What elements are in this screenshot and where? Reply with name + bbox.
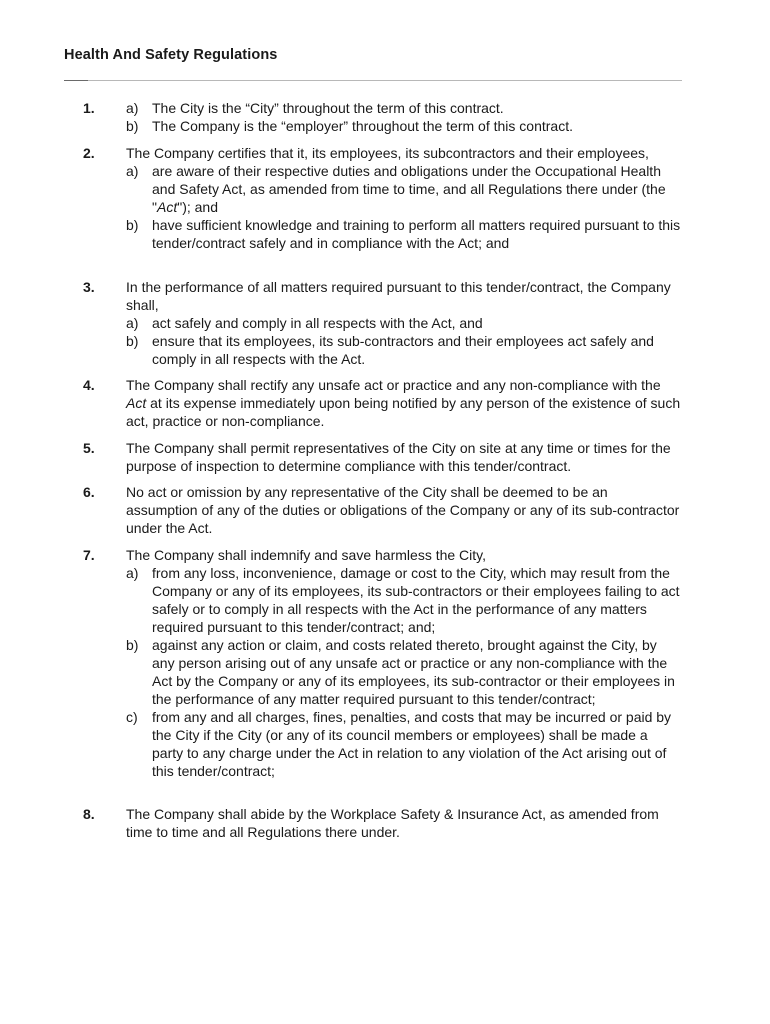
sub-text: from any and all charges, fines, penalties, and costs that may be incurred or paid by the City if the City (or any of its council members or employees) shall be made a party to any charge under the Act in relation to any violation of the Act arising out of this tender/contract; — [152, 709, 672, 779]
sub-text-end: "); and — [177, 199, 218, 215]
item-number: 5. — [83, 440, 95, 456]
sub-item-a — [126, 162, 682, 216]
sub-text: The City is the “City” throughout the term of this contract. — [152, 100, 504, 116]
sub-label: c) — [126, 709, 138, 725]
regulation-item-6 — [83, 483, 683, 537]
sub-text: act safely and comply in all respects with the Act, and — [152, 315, 483, 331]
sub-label: a) — [126, 565, 139, 581]
item-text: No act or omission by any representative of the City shall be deemed to be an assumption of any of the duties or obligations of the Company or any of its sub-contractor under the Act. — [126, 484, 680, 536]
act-italic: Act — [126, 395, 147, 411]
item-text: The Company shall abide by the Workplace Safety & Insurance Act, as amended from time to time and all Regulations there under. — [126, 806, 659, 840]
regulation-item-3 — [83, 278, 683, 368]
item-intro: In the performance of all matters required pursuant to this tender/contract, the Company shall, — [126, 279, 671, 313]
regulation-item-8 — [83, 805, 683, 841]
sub-item-b — [126, 216, 682, 252]
sub-item-b — [126, 117, 682, 135]
sub-item-b — [126, 332, 682, 368]
item-number: 1. — [83, 100, 95, 116]
sub-label: b) — [126, 217, 139, 233]
item-number: 7. — [83, 547, 95, 563]
document-title: Health And Safety Regulations — [64, 47, 278, 63]
item-number: 4. — [83, 377, 95, 393]
item-intro: The Company certifies that it, its employees, its subcontractors and their employees, — [126, 145, 649, 161]
sub-label: a) — [126, 100, 139, 116]
item-number: 6. — [83, 484, 95, 500]
regulation-item-1 — [83, 99, 683, 135]
sub-label: a) — [126, 163, 139, 179]
sub-item-b — [126, 636, 682, 708]
sub-label: b) — [126, 118, 139, 134]
sub-item-c — [126, 708, 682, 780]
regulation-item-7 — [83, 546, 683, 780]
item-number: 8. — [83, 806, 95, 822]
sub-text: against any action or claim, and costs related thereto, brought against the City, by any person arising out of any unsafe act or practice or any non-compliance with the Act by the Company or any of its employees, its sub-contractor or their employees in the performance of any matter required pursuant to this tender/contract; — [152, 637, 675, 707]
sub-text: from any loss, inconvenience, damage or cost to the City, which may result from the Company or any of its employees, its sub-contractors or their employees failing to act safely or to comply in all respects with the Act in the performance of any matters required pursuant to this tender/contract; and; — [152, 565, 680, 635]
regulation-item-5 — [83, 439, 683, 475]
item-text-end: at its expense immediately upon being notified by any person of the existence of such act, practice or non-compliance. — [126, 395, 681, 429]
header-divider-accent — [64, 80, 88, 81]
act-italic: Act — [156, 199, 178, 215]
sub-text: ensure that its employees, its sub-contractors and their employees act safely and comply in all respects with the Act. — [152, 333, 654, 367]
sub-item-a — [126, 99, 682, 117]
sub-text: The Company is the “employer” throughout the term of this contract. — [152, 118, 573, 134]
regulation-item-2 — [83, 144, 683, 252]
sub-text: have sufficient knowledge and training to perform all matters required pursuant to this tender/contract safely and in compliance with the Act; and — [152, 217, 681, 251]
sub-item-a — [126, 314, 682, 332]
regulation-item-4 — [83, 376, 683, 430]
sub-label: b) — [126, 333, 139, 349]
sub-label: b) — [126, 637, 139, 653]
item-text: The Company shall rectify any unsafe act or practice and any non-compliance with the — [126, 377, 661, 393]
item-text: The Company shall permit representatives of the City on site at any time or times for the purpose of inspection to determine compliance with this tender/contract. — [126, 440, 671, 474]
sub-text: are aware of their respective duties and obligations under the Occupational Health and Safety Act, as amended from time to time, and all Regulations there under (the " — [152, 163, 666, 215]
sub-item-a — [126, 564, 682, 636]
item-intro: The Company shall indemnify and save harmless the City, — [126, 547, 487, 563]
item-number: 2. — [83, 145, 95, 161]
sub-label: a) — [126, 315, 139, 331]
header-divider — [64, 80, 682, 81]
item-number: 3. — [83, 279, 95, 295]
